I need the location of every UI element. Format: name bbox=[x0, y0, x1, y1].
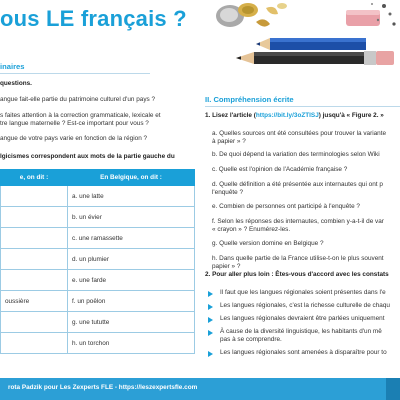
table-cell-left bbox=[1, 312, 68, 333]
table-row bbox=[1, 186, 195, 207]
table-row bbox=[1, 207, 195, 228]
arrow-bullet-icon bbox=[208, 351, 213, 357]
table-row bbox=[1, 228, 195, 249]
discussion-question-3: angue de votre pays varie en fonction de la région ? bbox=[0, 135, 148, 142]
question-d-line-1: d. Quelle définition a été présentée aux internautes qui ont p bbox=[212, 181, 383, 188]
section-heading-1: inaires bbox=[0, 62, 25, 71]
table-cell-left: oussière bbox=[1, 291, 68, 312]
article-link[interactable]: https://bit.ly/3oZTISJ bbox=[255, 112, 319, 119]
section-divider bbox=[0, 73, 150, 74]
discussion-question-2-line-2: tre langue maternelle ? Est-ce important pour vous ? bbox=[0, 120, 149, 127]
table-header-belgium: En Belgique, on dit : bbox=[68, 170, 195, 186]
arrow-bullet-icon bbox=[208, 317, 213, 323]
table-row bbox=[1, 291, 195, 312]
questions-label: questions. bbox=[0, 80, 32, 87]
statement-4-line-1: À cause de la diversité linguistique, les habitants d'un mê bbox=[220, 328, 382, 335]
table-cell-right: a. une latte bbox=[68, 186, 195, 207]
question-h-line-1: h. Dans quelle partie de la France utilise-t-on le plus souvent bbox=[212, 255, 384, 262]
question-e: e. Combien de personnes ont participé à l'enquête ? bbox=[212, 203, 360, 210]
table-cell-left bbox=[1, 333, 68, 354]
statement-3: Les langues régionales devraient être parlées uniquement bbox=[220, 315, 385, 322]
table-row bbox=[1, 249, 195, 270]
table-row bbox=[1, 270, 195, 291]
question-g: g. Quelle version domine en Belgique ? bbox=[212, 240, 324, 247]
discussion-question-2-line-1: s faites attention à la correction grammaticale, lexicale et bbox=[0, 112, 161, 119]
question-b: b. De quoi dépend la variation des terminologies selon Wiki bbox=[212, 151, 380, 158]
question-a-line-2: à papier » ? bbox=[212, 138, 246, 145]
arrow-bullet-icon bbox=[208, 304, 213, 310]
table-cell-left bbox=[1, 270, 68, 291]
pink-eraser bbox=[346, 10, 380, 26]
question-f-line-1: f. Selon les réponses des internautes, combien y-a-t-il de var bbox=[212, 218, 384, 225]
table-cell-left bbox=[1, 228, 68, 249]
table-cell-right: d. un plumier bbox=[68, 249, 195, 270]
table-header-france: e, on dit : bbox=[1, 170, 68, 186]
table-cell-right: h. un torchon bbox=[68, 333, 195, 354]
arrow-bullet-icon bbox=[208, 291, 213, 297]
section-heading-2: II. Compréhension écrite bbox=[205, 95, 294, 104]
question-c: c. Quelle est l'opinion de l'Académie française ? bbox=[212, 166, 348, 173]
section-divider bbox=[205, 106, 400, 107]
table-cell-right: e. une farde bbox=[68, 270, 195, 291]
question-d-line-2: l'enquête ? bbox=[212, 189, 244, 196]
footer-credit: rota Padzik pour Les Zexperts FLE - https://leszexpertsfle.com bbox=[8, 384, 198, 391]
table-cell-left bbox=[1, 207, 68, 228]
table-row bbox=[1, 333, 195, 354]
pencils-illustration bbox=[196, 0, 400, 78]
black-pencil bbox=[236, 51, 394, 65]
table-cell-left bbox=[1, 186, 68, 207]
statement-2: Les langues régionales, c'est la richesse culturelle de chaqu bbox=[220, 302, 390, 309]
reading-instruction bbox=[205, 112, 384, 119]
table-cell-left bbox=[1, 249, 68, 270]
table-instruction: lgicismes correspondent aux mots de la partie gauche du bbox=[0, 153, 175, 160]
table-cell-right: c. une ramassette bbox=[68, 228, 195, 249]
further-discussion-heading: 2. Pour aller plus loin : Êtes-vous d'accord avec les constats bbox=[205, 271, 389, 278]
blue-pencil bbox=[256, 38, 366, 50]
question-h-line-2: papier » ? bbox=[212, 263, 241, 270]
arrow-bullet-icon bbox=[208, 330, 213, 336]
instruction-prefix: 1. Lisez l'article ( bbox=[205, 112, 256, 119]
pencil-shavings bbox=[216, 3, 287, 27]
table-cell-right: f. un poêlon bbox=[68, 291, 195, 312]
vocabulary-table bbox=[0, 169, 195, 354]
instruction-suffix: ) jusqu'à « Figure 2. » bbox=[318, 112, 384, 119]
discussion-question-1: angue fait-elle partie du patrimoine culturel d'un pays ? bbox=[0, 96, 156, 103]
statement-4-line-2: pas à se comprendre. bbox=[220, 336, 282, 343]
table-header-row bbox=[1, 170, 195, 186]
page-title: ous LE français ? bbox=[0, 6, 187, 31]
statement-5: Les langues régionales sont amenées à disparaître pour to bbox=[220, 349, 387, 356]
question-a-line-1: a. Quelles sources ont été consultées pour trouver la variante bbox=[212, 130, 387, 137]
question-f-line-2: « crayon » ? Enumérez-les. bbox=[212, 226, 291, 233]
table-row bbox=[1, 312, 195, 333]
statement-1: Il faut que les langues régionales soient présentes dans l'e bbox=[220, 289, 386, 296]
table-cell-right: b. un évier bbox=[68, 207, 195, 228]
page-number-tab bbox=[386, 378, 400, 400]
table-cell-right: g. une tututte bbox=[68, 312, 195, 333]
